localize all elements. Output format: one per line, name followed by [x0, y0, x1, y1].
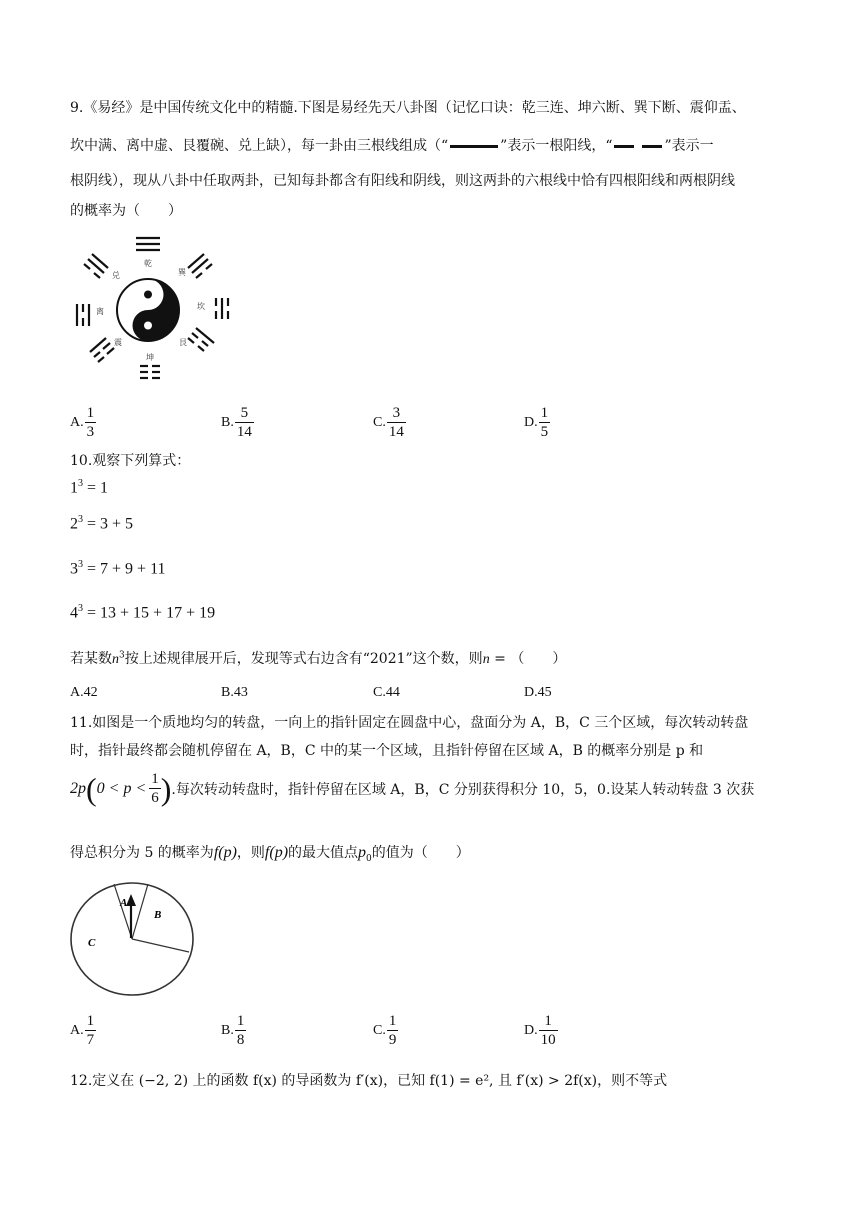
q10-eq2: $2^3 = 3 + 5$ [70, 514, 134, 533]
q11-line4: 得总积分为 5 的概率为f(p)，则f(p)的最大值点$p_0$的值为（ ） [70, 844, 470, 864]
spinner-diagram [68, 876, 198, 996]
q10-intro: 10.观察下列算式： [70, 453, 191, 469]
q10-option-c[interactable]: C.44 [373, 685, 400, 700]
q12-line1: 12.定义在 (−2, 2) 上的函数 f(x) 的导函数为 f′(x)，已知 f(1) = e², 且 f′(x) > 2f(x)，则不等式 [70, 1073, 668, 1089]
q10-option-a[interactable]: A.42 [70, 685, 98, 700]
q10-eq4: $4^3 = 13 + 15 + 17 + 19$ [70, 603, 216, 622]
yin-line-icon [614, 145, 662, 148]
bagua-label-dui: 兑 [112, 271, 120, 280]
q9-line3: 根阴线），现从八卦中任取两卦，已知每卦都含有阳线和阴线，则这两卦的六根线中恰有四根阳线和两根阴线 [70, 173, 735, 189]
q10-eq1: $1^3 = 1$ [70, 478, 109, 497]
q9-line2 [70, 129, 792, 163]
q10-option-b[interactable]: B.43 [221, 685, 248, 700]
q9-line2-a: 坎中满、离中虚、艮覆碗、兑上缺），每一卦由三根线组成（“ [70, 138, 449, 154]
bagua-label-qian: 乾 [144, 259, 152, 268]
q9-line4: 的概率为（ ） [70, 203, 182, 219]
q9-line2-b: ”表示一根阳线，“ [500, 138, 613, 154]
bagua-label-kun: 坤 [146, 353, 154, 362]
q9-option-d[interactable]: D. $\frac{1}{5}$ [524, 405, 549, 440]
bagua-label-xun: 巽 [178, 268, 186, 277]
bagua-diagram [68, 228, 246, 388]
q9-line1: 9.《易经》是中国传统文化中的精髓.下图是易经先天八卦图（记忆口诀：乾三连、坤六断、巽下断、震仰盂、 [70, 100, 746, 116]
spinner-label-b: B [154, 909, 162, 921]
q11-option-d[interactable]: D. $\frac{1}{10}$ [524, 1013, 556, 1048]
q9-option-b[interactable]: B. $\frac{5}{14}$ [221, 405, 252, 440]
q11-option-c[interactable]: C. $\frac{1}{9}$ [373, 1013, 397, 1048]
q11-option-a[interactable]: A. $\frac{1}{7}$ [70, 1013, 95, 1048]
q10-question: 若某数$n^3$按上述规律展开后，发现等式右边含有“2021”这个数，则n = （ ） [70, 650, 567, 667]
bagua-label-kan: 坎 [197, 302, 205, 311]
spinner-label-c: C [88, 937, 96, 949]
q11-option-b[interactable]: B. $\frac{1}{8}$ [221, 1013, 245, 1048]
q11-line3: 2p ( 0 < p < $\frac{1}{6}$ ) .每次转动转盘时，指针停留在区域 A，B，C 分别获得积分 10，5，0.设某人转动转盘 3 次获 [70, 770, 755, 807]
bagua-label-gen: 艮 [179, 338, 187, 347]
q10-eq3: $3^3 = 7 + 9 + 11$ [70, 559, 166, 578]
q9-option-a[interactable]: A. $\frac{1}{3}$ [70, 405, 95, 440]
yang-line-icon [450, 145, 498, 148]
q11-line1: 11.如图是一个质地均匀的转盘，一向上的指针固定在圆盘中心，盘面分为 A，B，C 三个区域，每次转动转盘 [70, 715, 749, 731]
yin-yang-icon [117, 279, 179, 341]
q10-option-d[interactable]: D.45 [524, 685, 552, 700]
bagua-label-li: 离 [96, 307, 104, 316]
spinner-label-a: A [120, 897, 128, 909]
q11-line2: 时，指针最终都会随机停留在 A，B，C 中的某一个区域，且指针停留在区域 A，B 的概率分别是 p 和 [70, 743, 704, 759]
bagua-label-zhen: 震 [114, 338, 122, 347]
q9-line2-c: ”表示一 [664, 138, 714, 154]
q9-option-c[interactable]: C. $\frac{3}{14}$ [373, 405, 404, 440]
